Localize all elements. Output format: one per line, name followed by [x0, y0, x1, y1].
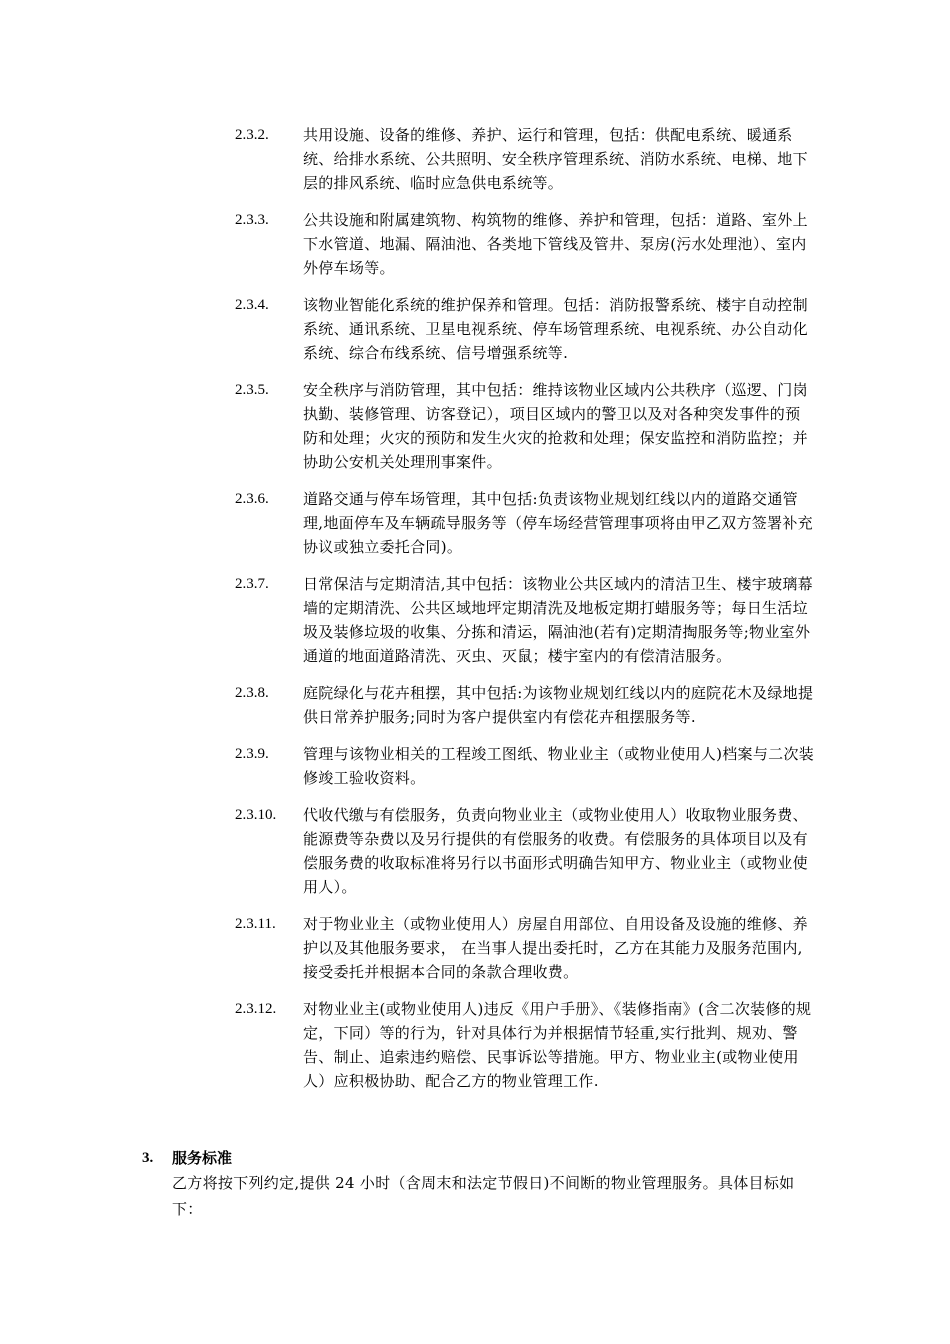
clause-text: 安全秩序与消防管理，其中包括：维持该物业区域内公共秩序（巡逻、门岗执勤、装修管理、访客登记），项目区域内的警卫以及对各种突发事件的预防和处理；火灾的预防和发生火灾的抢救和处理；保安监控和消防监控；并协助公安机关处理刑事案件。	[303, 381, 808, 471]
section-title: 服务标准	[172, 1149, 233, 1167]
clause-item	[235, 208, 825, 280]
clause-item	[235, 997, 825, 1093]
clause-item	[235, 123, 825, 195]
clause-item	[235, 572, 825, 668]
clause-number: 2.3.10.	[235, 807, 277, 823]
section-3	[142, 1146, 822, 1222]
clause-number: 2.3.6.	[235, 491, 269, 507]
clause-text: 该物业智能化系统的维护保养和管理。包括：消防报警系统、楼宇自动控制系统、通讯系统、卫星电视系统、停车场管理系统、电视系统、办公自动化系统、综合布线系统、信号增强系统等.	[303, 296, 808, 362]
clause-text: 道路交通与停车场管理，其中包括:负责该物业规划红线以内的道路交通管理,地面停车及车辆疏导服务等（停车场经营管理事项将由甲乙双方签署补充协议或独立委托合同)。	[303, 490, 813, 556]
clause-number: 2.3.8.	[235, 685, 269, 701]
clause-text: 公共设施和附属建筑物、构筑物的维修、养护和管理，包括：道路、室外上下水管道、地漏、隔油池、各类地下管线及管井、泵房(污水处理池）、室内外停车场等。	[303, 211, 808, 277]
clause-number: 2.3.3.	[235, 212, 269, 228]
clause-item	[235, 487, 825, 559]
section-heading	[142, 1146, 822, 1170]
clause-item	[235, 293, 825, 365]
clause-number: 2.3.11.	[235, 916, 276, 932]
clause-number: 2.3.9.	[235, 746, 269, 762]
clause-text: 日常保洁与定期清洁,其中包括：该物业公共区域内的清洁卫生、楼宇玻璃幕墙的定期清洗、公共区域地坪定期清洗及地板定期打蜡服务等；每日生活垃圾及装修垃圾的收集、分拣和清运，隔油池(若有)定期清掏服务等;物业室外通道的地面道路清洗、灭虫、灭鼠；楼宇室内的有偿清洁服务。	[303, 575, 813, 665]
clause-item	[235, 681, 825, 729]
clause-text: 共用设施、设备的维修、养护、运行和管理，包括：供配电系统、暖通系统、给排水系统、公共照明、安全秩序管理系统、消防水系统、电梯、地下层的排风系统、临时应急供电系统等。	[303, 126, 808, 192]
clause-text: 对物业业主(或物业使用人)违反《用户手册》、《装修指南》(含二次装修的规定，下同）等的行为，针对具体行为并根据情节轻重,实行批判、规劝、警告、制止、追索违约赔偿、民事诉讼等措施。甲方、物业业主(或物业使用人）应积极协助、配合乙方的物业管理工作.	[303, 1000, 812, 1090]
clause-number: 2.3.5.	[235, 382, 269, 398]
clause-text: 管理与该物业相关的工程竣工图纸、物业业主（或物业使用人)档案与二次装修竣工验收资料。	[303, 745, 815, 787]
clause-text: 对于物业业主（或物业使用人）房屋自用部位、自用设备及设施的维修、养护以及其他服务要求， 在当事人提出委托时，乙方在其能力及服务范围内,接受委托并根据本合同的条款合理收费。	[303, 915, 808, 981]
clause-item	[235, 803, 825, 899]
clause-item	[235, 742, 825, 790]
clause-text: 代收代缴与有偿服务，负责向物业业主（或物业使用人）收取物业服务费、能源费等杂费以及另行提供的有偿服务的收费。有偿服务的具体项目以及有偿服务费的收取标准将另行以书面形式明确告知甲方、物业业主（或物业使用人）。	[303, 806, 808, 896]
section-number: 3.	[142, 1150, 154, 1166]
clause-number: 2.3.4.	[235, 297, 269, 313]
section-body: 乙方将按下列约定,提供 24 小时（含周末和法定节假日)不间断的物业管理服务。具体目标如下：	[172, 1174, 795, 1218]
clause-number: 2.3.2.	[235, 127, 269, 143]
clause-item	[235, 912, 825, 984]
clause-list	[235, 123, 825, 1106]
clause-text: 庭院绿化与花卉租摆，其中包括:为该物业规划红线以内的庭院花木及绿地提供日常养护服务;同时为客户提供室内有偿花卉租摆服务等.	[303, 684, 814, 726]
clause-item	[235, 378, 825, 474]
clause-number: 2.3.12.	[235, 1001, 277, 1017]
clause-number: 2.3.7.	[235, 576, 269, 592]
